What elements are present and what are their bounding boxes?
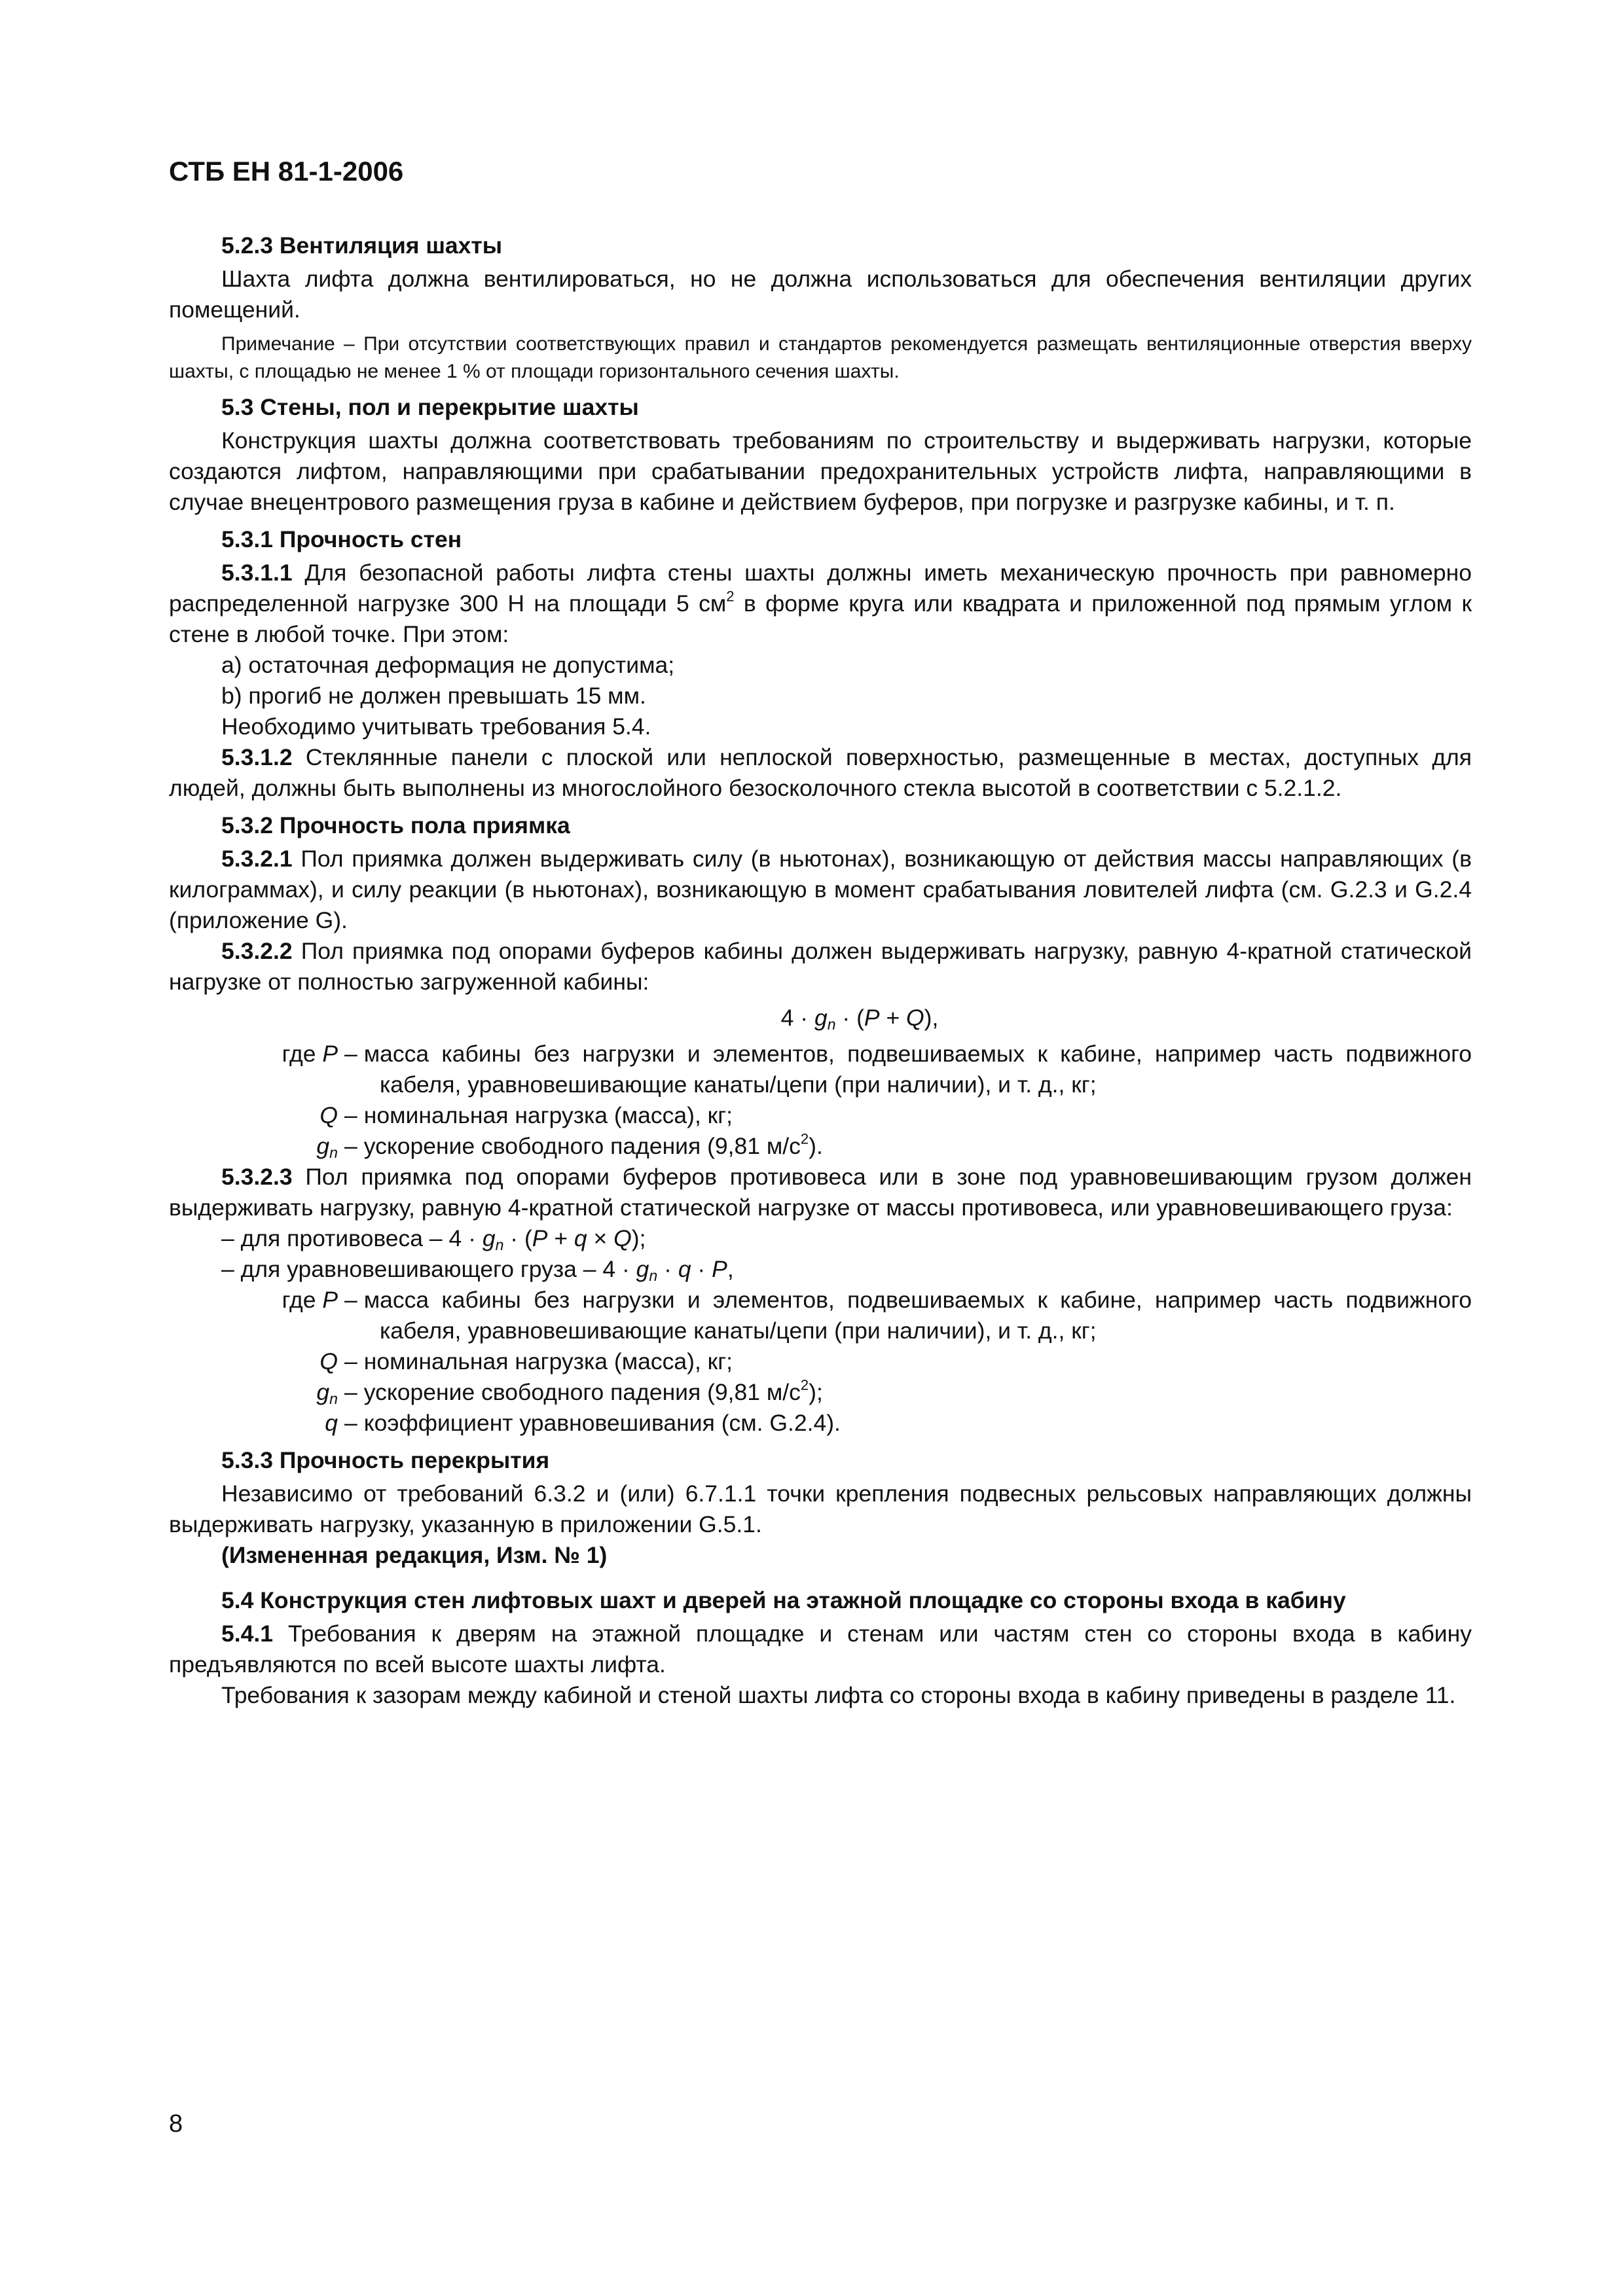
clause-5-3-2-1 [169, 844, 1472, 936]
clause-5-3-2-3 [169, 1162, 1472, 1223]
formula-definitions-2 [169, 1285, 1472, 1439]
section-5-3-1-title: 5.3.1 Прочность стен [221, 526, 462, 552]
clause-5-4-1 [169, 1619, 1472, 1680]
list-item-a: a) остаточная деформация не допустима; [221, 652, 675, 678]
requirement-note: Необходимо учитывать требования 5.4. [221, 713, 651, 740]
section-5-4-title: 5.4 Конструкция стен лифтовых шахт и дверей на этажной площадке со стороны входа в кабину [221, 1587, 1346, 1613]
clause-number: 5.3.1.1 [221, 560, 293, 586]
clause-5-3-1-2 [169, 742, 1472, 804]
definition-q: q – коэффициент уравновешивания (см. G.2.4). [325, 1410, 841, 1436]
definition-g: $g_n$ – ускорение свободного падения (9,81 $м/с^2$). [316, 1130, 823, 1161]
definition-g: $g_n$ – ускорение свободного падения (9,81 $м/с^2$); [316, 1376, 823, 1407]
clause-5-3-1-1 [169, 558, 1472, 650]
section-5-3-3-text: Независимо от требований 6.3.2 и (или) 6.7.1.1 точки крепления подвесных рельсовых направляющих должны выдерживать нагрузку, указанную в приложении G.5.1. [169, 1480, 1472, 1537]
clause-text: Пол приямка под опорами буферов кабины должен выдерживать нагрузку, равную 4-кратной статической нагрузке от полностью загруженной кабины: [169, 938, 1472, 995]
clause-number: 5.3.1.2 [221, 744, 293, 770]
section-5-3-2-title: 5.3.2 Прочность пола приямка [221, 812, 570, 838]
definition-Q: Q – номинальная нагрузка (масса), кг; [319, 1348, 733, 1374]
clause-text: Требования к дверям на этажной площадке и стенам или частям стен со стороны входа в кабину предъявляются по всей высоте шахты лифта. [169, 1621, 1472, 1677]
clause-number: 5.4.1 [221, 1621, 273, 1647]
clause-text-cont: в форме круга или квадрата и приложенной под прямым углом к стене в любой точке. При этом: [169, 590, 1472, 647]
clause-text: Пол приямка под опорами буферов противовеса или в зоне под уравновешивающим грузом должен выдерживать нагрузку, равную 4-кратной статической нагрузке от массы противовеса, или уравновешивающего груза: [169, 1164, 1472, 1221]
definition-P: где P – масса кабины без нагрузки и элементов, подвешиваемых к кабине, например часть подвижного кабеля, уравновешивающие канаты/цепи (при наличии), и т. д., кг; [282, 1287, 1472, 1344]
formula-counterweight: – для противовеса – $4 \cdot g_n \cdot (P + q \times Q)$; [221, 1225, 646, 1253]
page-number: 8 [169, 2110, 183, 2138]
formula-balancing-weight: – для уравновешивающего груза – $4 \cdot g_n \cdot q \cdot P$, [221, 1256, 734, 1284]
superscript: 2 [726, 588, 735, 605]
clause-number: 5.3.2.2 [221, 938, 293, 964]
section-5-3-3-title: 5.3.3 Прочность перекрытия [221, 1447, 550, 1473]
clause-text: Стеклянные панели с плоской или неплоской поверхностью, размещенные в местах, доступных для людей, должны быть выполнены из многослойного безосколочного стекла высотой в соответствии с 5.2.1.2. [169, 744, 1472, 801]
clause-text: Пол приямка должен выдерживать силу (в ньютонах), возникающую от действия массы направляющих (в килограммах), и силу реакции (в ньютонах), возникающую в момент срабатывания ловителей лифта (см. G.2.3 и G.2.4 (приложение G). [169, 846, 1472, 933]
clause-number: 5.3.2.3 [221, 1164, 293, 1190]
clause-text: Для безопасной работы лифта стены шахты должны иметь механическую прочность при равномерно распределенной нагрузке 300 Н на площади 5 см [169, 560, 1472, 617]
clause-5-3-2-2 [169, 936, 1472, 997]
list-item-b: b) прогиб не должен превышать 15 мм. [221, 683, 646, 709]
section-5-2-3-text: Шахта лифта должна вентилироваться, но не должна использоваться для обеспечения вентиляции других помещений. [169, 266, 1472, 323]
section-5-3-title: 5.3 Стены, пол и перекрытие шахты [221, 394, 639, 420]
page-content [169, 230, 1472, 1711]
section-5-3-text: Конструкция шахты должна соответствовать требованиям по строительству и выдерживать нагрузки, которые создаются лифтом, направляющими при срабатывании предохранительных устройств лифта, направляющими в случае внецентрового размещения груза в кабине и действием буферов, при погрузке и разгрузке кабины, и т. п. [169, 427, 1472, 515]
section-5-2-3-title: 5.2.3 Вентиляция шахты [221, 232, 503, 259]
clause-number: 5.3.2.1 [221, 846, 293, 872]
definition-P: где P – масса кабины без нагрузки и элементов, подвешиваемых к кабине, например часть подвижного кабеля, уравновешивающие канаты/цепи (при наличии), и т. д., кг; [282, 1041, 1472, 1098]
amendment-note: (Измененная редакция, Изм. № 1) [221, 1542, 608, 1568]
formula-definitions-1 [169, 1039, 1472, 1162]
definition-Q: Q – номинальная нагрузка (масса), кг; [319, 1102, 733, 1128]
section-5-4-gap-text: Требования к зазорам между кабиной и стеной шахты лифта со стороны входа в кабину приведены в разделе 11. [221, 1682, 1456, 1708]
formula-cabin-load: $4 \cdot g_n \cdot (P + Q)$, [780, 1005, 939, 1033]
section-5-2-3-note: Примечание – При отсутствии соответствующих правил и стандартов рекомендуется размещать вентиляционные отверстия вверху шахты, с площадью не менее 1 % от площади горизонтального сечения шахты. [169, 333, 1472, 382]
document-code-header: СТБ ЕН 81-1-2006 [169, 156, 404, 187]
